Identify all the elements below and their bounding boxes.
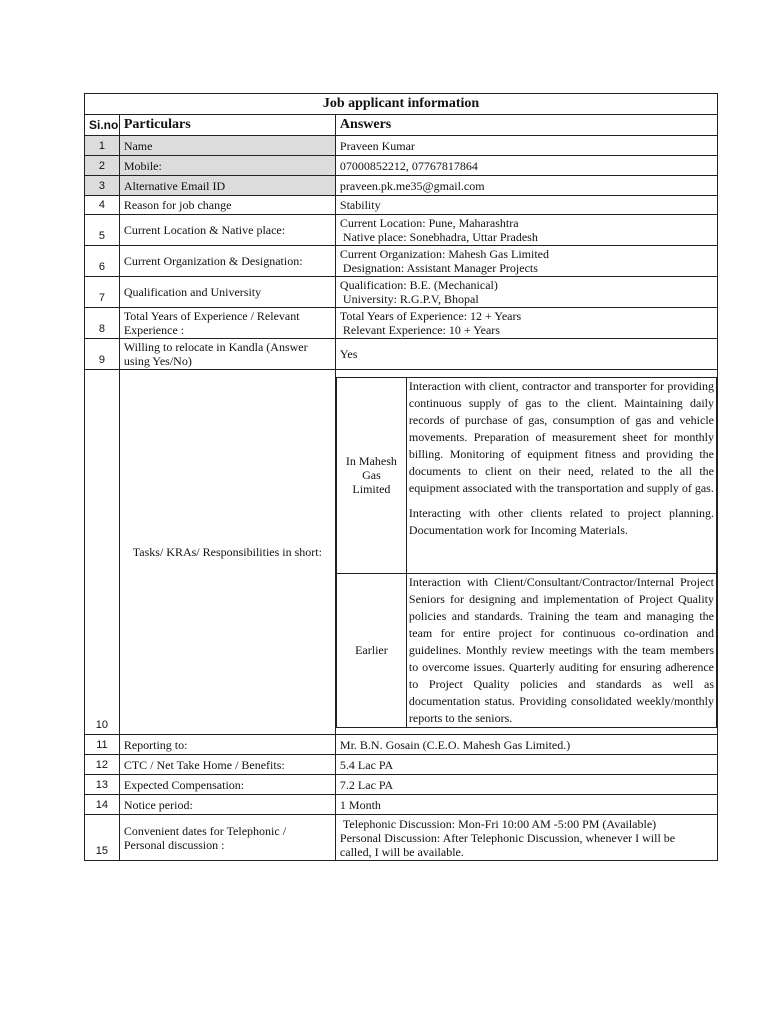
row-7-answer — [335, 277, 717, 308]
header-sino: Si.no — [85, 115, 120, 136]
row-8-label-line: Experience : — [123, 323, 185, 337]
row-8-label-line: Total Years of Experience / Relevant — [123, 309, 300, 323]
row-13-answer: 7.2 Lac PA — [335, 775, 717, 795]
row-6-answer — [335, 246, 717, 277]
row-6-label: Current Organization & Designation: — [119, 246, 335, 277]
applicant-info-table — [84, 93, 718, 861]
kra-paragraph: Interaction with Client/Consultant/Contractor/Internal Project Seniors for designing and implementation of Project Quality policies and standards. Training the team and managing the team for entire project for continuous co-ordination and guidelines. Monthly review meetings with the team members to overcome issues. Quarterly auditing for ensuring adherence to Project Quality policies and standards as well as documentation status. Providing consolidated weekly/monthly reports to the seniors. — [408, 574, 714, 725]
row-14-answer: 1 Month — [335, 795, 717, 815]
header-particulars: Particulars — [119, 115, 335, 136]
row-4-label: Reason for job change — [119, 196, 335, 215]
row-5-answer-line: Current Location: Pune, Maharashtra — [339, 216, 519, 230]
row-11-no: 11 — [85, 735, 120, 755]
row-15-label — [119, 815, 335, 861]
row-2-answer: 07000852212, 07767817864 — [335, 156, 717, 176]
header-answers: Answers — [335, 115, 717, 136]
row-15-answer-line: Telephonic Discussion: Mon-Fri 10:00 AM -5:00 PM (Available) — [342, 816, 657, 831]
row-10-answer — [335, 370, 717, 735]
kra-paragraph: Interacting with other clients related to project planning. Documentation work for Incoming Materials. — [408, 505, 714, 537]
row-12-no: 12 — [85, 755, 120, 775]
row-9-label-line: Willing to relocate in Kandla (Answer — [123, 340, 308, 354]
kra-firm-mahesh — [336, 377, 406, 573]
row-14-label: Notice period: — [119, 795, 335, 815]
row-2-label: Mobile: — [119, 156, 335, 176]
kra-paragraph: Interaction with client, contractor and transporter for providing continuous supply of gas to the client. Maintaining daily records of purchase of gas, consumption of gas and vehicle movements. Preparation of measurement sheet for monthly billing. Monitoring of equipment fitness and providing the documents to client on their need, related to the all the equipment associated with the transportation and supply of gas. — [408, 378, 714, 495]
row-6-no: 6 — [85, 246, 120, 277]
kra-firm-line: In Mahesh — [345, 454, 397, 468]
row-15-answer-line: called, I will be available. — [339, 844, 464, 859]
kra-firm-line: Gas — [362, 468, 381, 482]
row-13-label: Expected Compensation: — [119, 775, 335, 795]
row-15-label-line: Personal discussion : — [123, 837, 225, 852]
kra-firm-line: Earlier — [355, 643, 388, 657]
kra-earlier-text — [406, 573, 716, 727]
row-15-no: 15 — [85, 815, 120, 861]
row-9-label-line: using Yes/No) — [123, 354, 192, 368]
row-9-label — [119, 339, 335, 370]
row-7-no: 7 — [85, 277, 120, 308]
row-7-label: Qualification and University — [119, 277, 335, 308]
kra-firm-line: Limited — [352, 482, 391, 496]
row-13-no: 13 — [85, 775, 120, 795]
table-title: Job applicant information — [85, 94, 718, 115]
row-10-no: 10 — [85, 370, 120, 735]
row-6-answer-line: Designation: Assistant Manager Projects — [342, 261, 538, 275]
row-6-answer-line: Current Organization: Mahesh Gas Limited — [339, 247, 549, 261]
row-8-label — [119, 308, 335, 339]
applicant-info-sheet — [84, 93, 718, 861]
row-12-answer: 5.4 Lac PA — [335, 755, 717, 775]
row-7-answer-line: University: R.G.P.V, Bhopal — [342, 292, 479, 306]
row-5-label: Current Location & Native place: — [119, 215, 335, 246]
kra-table — [336, 377, 717, 728]
row-5-answer-line: Native place: Sonebhadra, Uttar Pradesh — [342, 230, 538, 244]
row-15-answer-line: Personal Discussion: After Telephonic Discussion, whenever I will be — [339, 830, 676, 845]
kra-firm-earlier — [336, 573, 406, 727]
row-4-no: 4 — [85, 196, 120, 215]
row-1-no: 1 — [85, 136, 120, 156]
row-9-no: 9 — [85, 339, 120, 370]
row-8-answer-line: Total Years of Experience: 12 + Years — [339, 309, 522, 323]
row-11-answer: Mr. B.N. Gosain (C.E.O. Mahesh Gas Limited.) — [335, 735, 717, 755]
row-5-answer — [335, 215, 717, 246]
row-5-no: 5 — [85, 215, 120, 246]
row-3-answer: praveen.pk.me35@gmail.com — [335, 176, 717, 196]
row-1-answer: Praveen Kumar — [335, 136, 717, 156]
row-4-answer: Stability — [335, 196, 717, 215]
row-7-answer-line: Qualification: B.E. (Mechanical) — [339, 278, 498, 292]
row-15-answer — [335, 815, 717, 861]
row-10-label: Tasks/ KRAs/ Responsibilities in short: — [119, 370, 335, 735]
row-11-label: Reporting to: — [119, 735, 335, 755]
row-15-label-line: Convenient dates for Telephonic / — [123, 823, 287, 838]
row-3-label: Alternative Email ID — [119, 176, 335, 196]
row-3-no: 3 — [85, 176, 120, 196]
row-8-answer-line: Relevant Experience: 10 + Years — [342, 323, 500, 337]
row-8-no: 8 — [85, 308, 120, 339]
row-14-no: 14 — [85, 795, 120, 815]
row-8-answer — [335, 308, 717, 339]
row-9-answer: Yes — [335, 339, 717, 370]
row-1-label: Name — [119, 136, 335, 156]
row-2-no: 2 — [85, 156, 120, 176]
kra-mahesh-text — [406, 377, 716, 573]
row-12-label: CTC / Net Take Home / Benefits: — [119, 755, 335, 775]
